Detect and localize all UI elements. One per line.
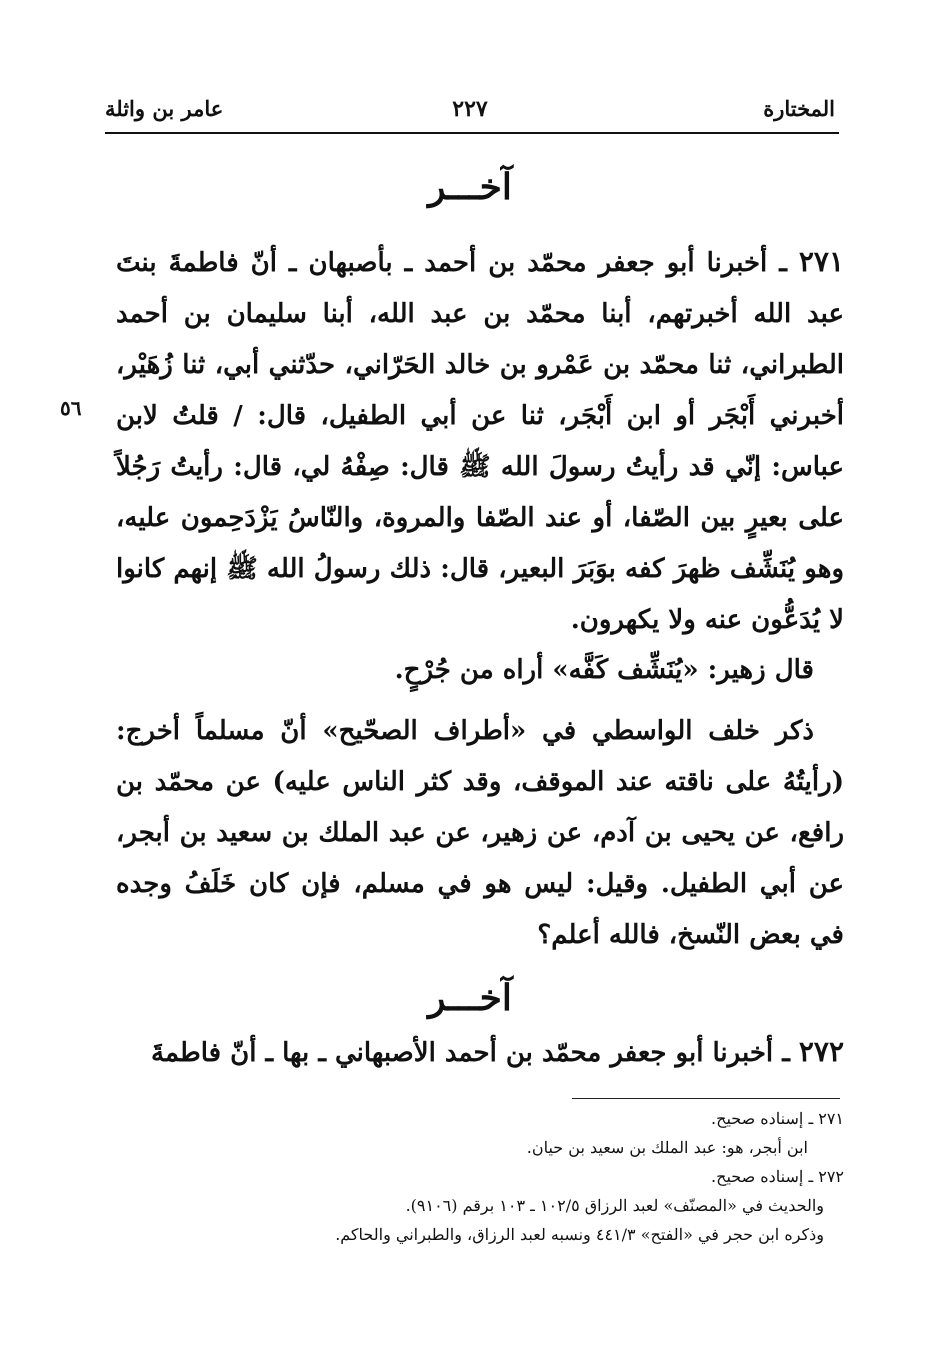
zuhair-comment: [116, 645, 844, 696]
hadith-text: ـ أخبرنا أبو جعفر محمّد بن أحمد الأصبهاني ـ بها ـ أنّ فاطمةَ: [151, 1038, 790, 1068]
footnote-272-reference: وذكره ابن حجر في «الفتح» ٤٤١/٣ ونسبه لعبد الرزاق، والطبراني والحاكم.: [335, 1225, 824, 1244]
hadith-272: [116, 1026, 844, 1079]
page-number: ٢٢٧: [452, 96, 488, 122]
khalaf-comment: [116, 706, 844, 961]
hadith-number: ٢٧١: [798, 245, 844, 278]
footnote-271-title: ٢٧١ ـ إسناده صحيح.: [711, 1109, 844, 1128]
chapter-title: عامر بن واثلة: [105, 96, 224, 121]
section-heading-1: آخـــر: [428, 166, 512, 208]
hadith-number: ٢٧٢: [798, 1035, 844, 1068]
header-divider: [105, 132, 839, 134]
khalaf-comment-text: ذكر خلف الواسطي في «أطراف الصحّيح» أنّ مسلماً أخرج: (رأيتُهُ على ناقته عند الموقف، وقد كثر الناس عليه) عن محمّد بن رافع، عن يحيى بن آدم، عن زهير، عن عبد الملك بن سعيد بن أبجر، عن أبي الطفيل. وقيل: ليس هو في مسلم، فإن كان خَلَفُ وجده في بعض النّسخ، فالله أعلم؟: [116, 716, 844, 950]
hadith-text: ـ أخبرنا أبو جعفر محمّد بن أحمد ـ بأصبهان ـ أنّ فاطمةَ بنتَ عبد الله أخبرتهم، أبنا محمّد بن عبد الله، أبنا سليمان بن أحمد الطبراني، ثنا محمّد بن عَمْرو بن خالد الحَرّاني، حدّثني أبي، ثنا زُهَيْر، أخبرني أَبْجَر أو ابن أَبْجَر، ثنا عن أبي الطفيل، قال: / قلتُ لابن عباس: إنّي قد رأيتُ رسولَ الله ﷺ قال: صِفْهُ لي، قال: رأيتُ رَجُلاً على بعيرٍ بين الصّفا، أو عند الصّفا والمروة، والنّاسُ يَزْدَحِمون عليه، وهو يُنَشِّف ظهرَ كفه بوَبَرَ البعير، قال: ذلك رسولُ الله ﷺ إنهم كانوا لا يُدَعُّون عنه ولا يكهرون.: [116, 248, 844, 635]
footnote-divider: [572, 1098, 840, 1099]
footnote-272-source: والحديث في «المصنّف» لعبد الرزاق ١٠٢/٥ ـ ١٠٣ برقم (٩١٠٦).: [405, 1196, 824, 1215]
margin-page-reference: ٥٦: [60, 396, 82, 420]
footnote-271-detail: ابن أبجر، هو: عبد الملك بن سعيد بن حيان.: [526, 1138, 808, 1157]
book-title: المختارة: [763, 96, 835, 121]
page-header: [105, 96, 835, 130]
section-heading-2: آخـــر: [428, 977, 512, 1019]
footnotes: [104, 1104, 844, 1249]
footnote-272-title: ٢٧٢ ـ إسناده صحيح.: [711, 1167, 844, 1186]
hadith-271: [116, 236, 844, 646]
zuhair-comment-text: قال زهير: «يُنَشِّف كَفَّه» أراه من جُرْحٍ.: [394, 655, 814, 685]
